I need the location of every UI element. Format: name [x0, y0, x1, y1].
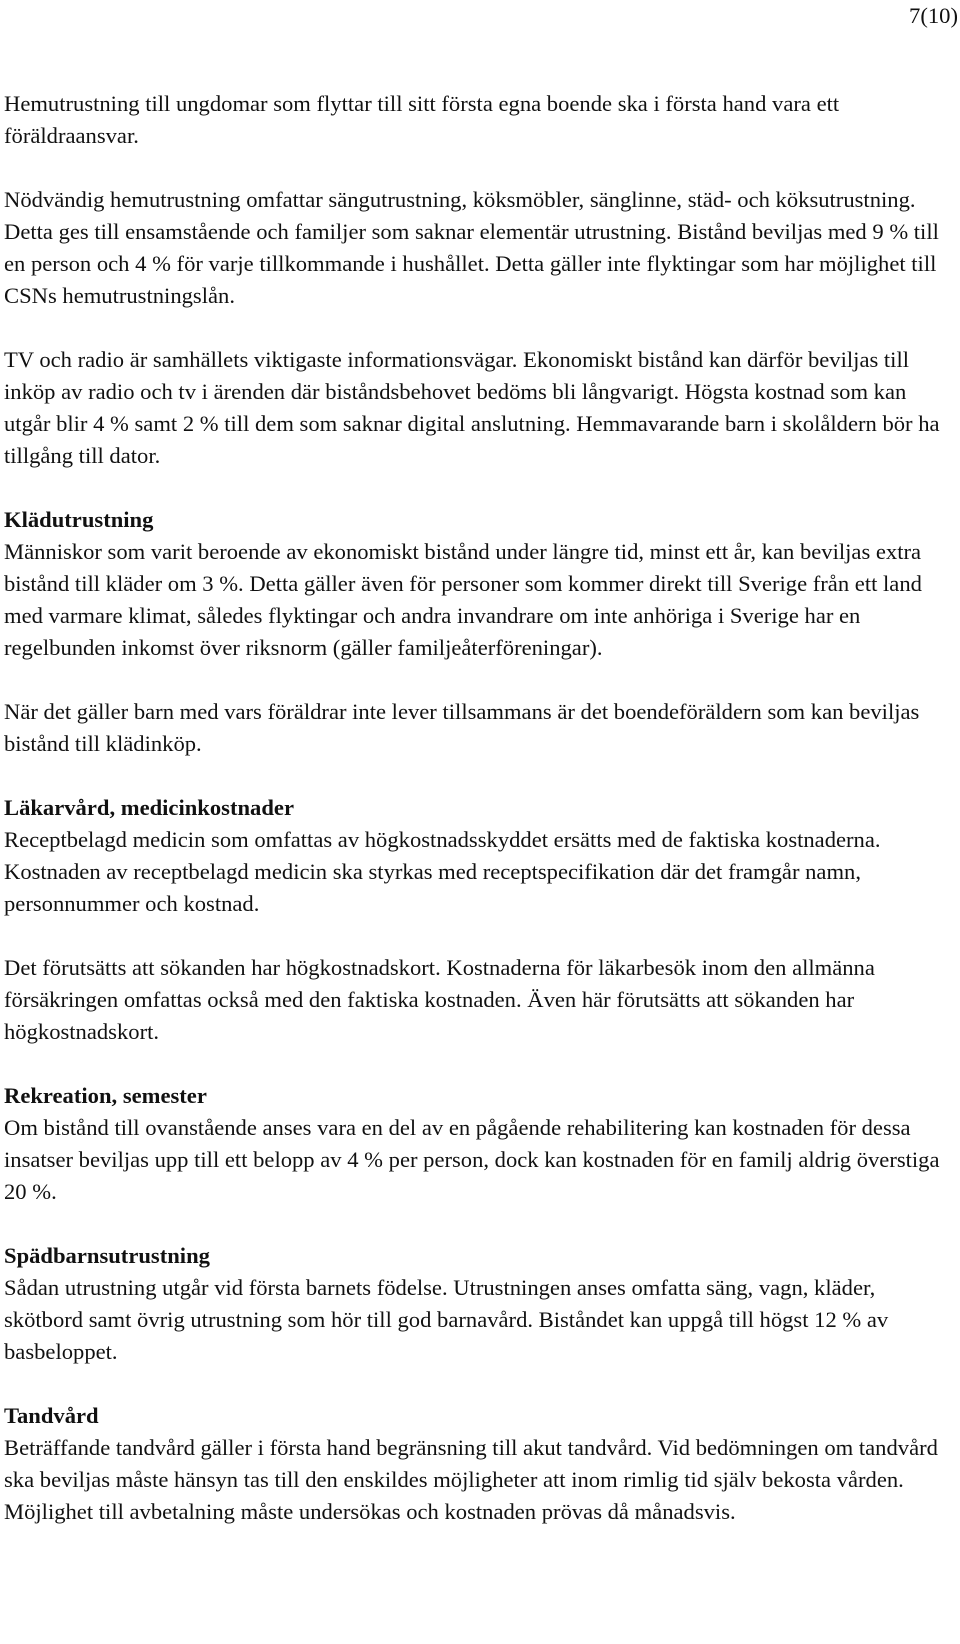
paragraph-clothing-1: Människor som varit beroende av ekonomiskt bistånd under längre tid, minst ett år, kan beviljas extra bistånd till kläder om 3 %. Detta gäller även för personer som kommer direkt till Sverige från ett land med varmare klimat, således flyktingar och andra invandrare om inte anhöriga i Sverige har en regelbunden inkomst över riksnorm (gäller familjeåterföreningar). — [4, 539, 922, 660]
section-heading-infant-equipment: Spädbarnsutrustning — [4, 1243, 210, 1268]
section-heading-dental: Tandvård — [4, 1403, 99, 1428]
paragraph-infant-equipment-1: Sådan utrustning utgår vid första barnets födelse. Utrustningen anses omfatta säng, vagn, kläder, skötbord samt övrig utrustning som hör till god barnavård. Biståndet kan uppgå till högst 12 % av basbeloppet. — [4, 1275, 889, 1364]
paragraph-recreation-1: Om bistånd till ovanstående anses vara en del av en pågående rehabilitering kan kostnaden för dessa insatser beviljas upp till ett belopp av 4 % per person, dock kan kostnaden för en familj aldrig överstiga 20 %. — [4, 1115, 940, 1204]
paragraph-dental-1: Beträffande tandvård gäller i första hand begränsning till akut tandvård. Vid bedömningen om tandvård ska beviljas måste hänsyn tas till den enskildes möjligheter att inom rimlig tid själv bekosta vården. Möjlighet till avbetalning måste undersökas och kostnaden prövas då månadsvis. — [4, 1435, 938, 1524]
section-heading-recreation: Rekreation, semester — [4, 1083, 207, 1108]
section-heading-medical: Läkarvård, medicinkostnader — [4, 795, 294, 820]
page-number: 7(10) — [909, 3, 958, 28]
paragraph-clothing-2: När det gäller barn med vars föräldrar inte lever tillsammans är det boendeföräldern som kan beviljas bistånd till klädinköp. — [4, 699, 920, 756]
paragraph-medical-1: Receptbelagd medicin som omfattas av högkostnadsskyddet ersätts med de faktiska kostnaderna. Kostnaden av receptbelagd medicin ska styrkas med receptspecifikation där det framgår namn, personnummer och kostnad. — [4, 827, 881, 916]
paragraph-youth-home-equipment: Hemutrustning till ungdomar som flyttar till sitt första egna boende ska i första hand vara ett föräldraansvar. — [4, 91, 840, 148]
paragraph-home-equipment-scope: Nödvändig hemutrustning omfattar sängutrustning, köksmöbler, sänglinne, städ- och köksutrustning. Detta ges till ensamstående och familjer som saknar elementär utrustning. Bistånd beviljas med 9 % till en person och 4 % för varje tillkommande i hushållet. Detta gäller inte flyktingar som har möjlighet till CSNs hemutrustningslån. — [4, 187, 939, 308]
paragraph-tv-radio: TV och radio är samhällets viktigaste informationsvägar. Ekonomiskt bistånd kan därför beviljas till inköp av radio och tv i ärenden där biståndsbehovet bedöms bli långvarigt. Högsta kostnad som kan utgår blir 4 % samt 2 % till dem som saknar digital anslutning. Hemmavarande barn i skolåldern bör ha tillgång till dator. — [4, 347, 940, 468]
section-heading-clothing: Klädutrustning — [4, 507, 154, 532]
document-body — [4, 88, 956, 1528]
paragraph-medical-2: Det förutsätts att sökanden har högkostnadskort. Kostnaderna för läkarbesök inom den allmänna försäkringen omfattas också med den faktiska kostnaden. Även här förutsätts att sökanden har högkostnadskort. — [4, 955, 875, 1044]
